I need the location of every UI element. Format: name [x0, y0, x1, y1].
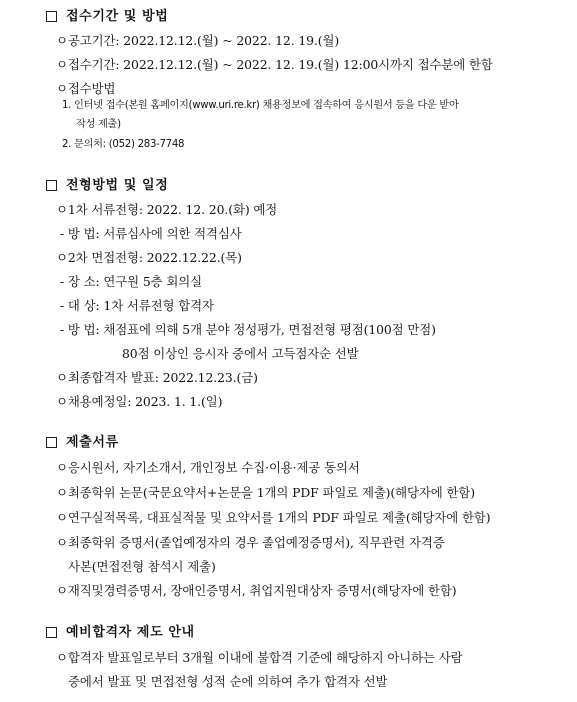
list-item: 80점 이상인 응시자 중에서 고득점자순 선발 — [122, 346, 359, 361]
list-item: 작성 제출) — [76, 119, 121, 130]
list-item: ㅇ최종학위 증명서(졸업예정자의 경우 졸업예정증명서), 직무관련 자격증 — [56, 535, 445, 550]
list-item: 사본(면접전형 참석시 제출) — [68, 559, 216, 574]
list-item: ㅇ채용예정일: 2023. 1. 1.(일) — [56, 394, 223, 409]
list-item: ㅇ최종학위 논문(국문요약서+논문을 1개의 PDF 파일로 제출)(해당자에 한함) — [56, 485, 475, 500]
checkbox-icon — [46, 11, 57, 22]
section-title: 제출서류 — [66, 435, 119, 450]
list-item: 1. 인터넷 접수(본원 홈페이지(www.uri.re.kr) 채용정보에 접속하여 응시원서 등을 다운 받아 — [62, 100, 459, 111]
list-item: ㅇ합격자 발표일로부터 3개월 이내에 불합격 기준에 해당하지 아니하는 사람 — [56, 650, 463, 665]
list-item: - 방 법: 채점표에 의해 5개 분야 정성평가, 면접전형 평점(100점 만점) — [60, 322, 436, 337]
list-item: ㅇ최종합격자 발표: 2022.12.23.(금) — [56, 370, 258, 385]
section-title: 예비합격자 제도 안내 — [66, 625, 195, 640]
list-item: ㅇ재직및경력증명서, 장애인증명서, 취업지원대상자 증명서(해당자에 한함) — [56, 583, 457, 598]
list-item: - 대 상: 1차 서류전형 합격자 — [60, 298, 214, 313]
checkbox-icon — [46, 627, 57, 638]
list-item: - 장 소: 연구원 5층 회의실 — [60, 274, 202, 289]
list-item: 2. 문의처: (052) 283-7748 — [62, 139, 185, 150]
list-item: 중에서 발표 및 면접전형 성적 순에 의하여 추가 합격자 선발 — [68, 674, 388, 689]
list-item: ㅇ접수기간: 2022.12.12.(월) ~ 2022. 12. 19.(월) 12:00시까지 접수분에 한함 — [56, 57, 493, 72]
section-title: 접수기간 및 방법 — [66, 9, 169, 24]
list-item: ㅇ1차 서류전형: 2022. 12. 20.(화) 예정 — [56, 202, 278, 217]
checkbox-icon — [46, 437, 57, 448]
section-title: 전형방법 및 일정 — [66, 178, 169, 193]
list-item: ㅇ접수방법 — [56, 81, 116, 96]
checkbox-icon — [46, 180, 57, 191]
list-item: - 방 법: 서류심사에 의한 적격심사 — [60, 226, 242, 241]
list-item: ㅇ응시원서, 자기소개서, 개인정보 수집·이용·제공 동의서 — [56, 460, 360, 475]
list-item: ㅇ연구실적목록, 대표실적물 및 요약서를 1개의 PDF 파일로 제출(해당자에 한함) — [56, 510, 491, 525]
list-item: ㅇ공고기간: 2022.12.12.(월) ~ 2022. 12. 19.(월) — [56, 33, 340, 48]
list-item: ㅇ2차 면접전형: 2022.12.22.(목) — [56, 250, 242, 265]
